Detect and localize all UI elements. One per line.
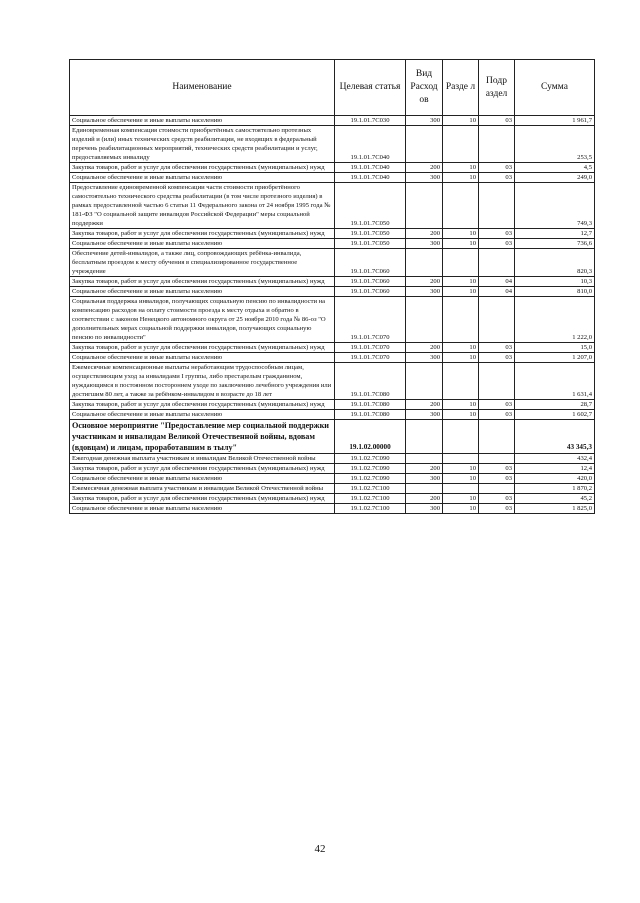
cell-section: 10 xyxy=(443,173,479,183)
cell-section: 10 xyxy=(443,474,479,484)
header-section: Разде л xyxy=(443,60,479,116)
cell-section xyxy=(443,420,479,454)
cell-subsection: 04 xyxy=(479,287,515,297)
cell-amount: 810,0 xyxy=(515,287,595,297)
cell-target: 19.1.01.7С060 xyxy=(335,277,406,287)
table-row xyxy=(70,363,595,400)
cell-target: 19.1.02.7С100 xyxy=(335,504,406,514)
cell-type xyxy=(406,249,443,277)
cell-type: 200 xyxy=(406,163,443,173)
table-row xyxy=(70,277,595,287)
cell-name: Ежемесячные компенсационные выплаты неработающим трудоспособным лицам, осуществляющим уход за инвалидами I группы, либо престарелым гражданином, нуждающимся в постоянном постороннем уходе по заключению лечебного учреждения или достигшим 80 лет, а также за ребёнком-инвалидом в возрасте до 18 лет xyxy=(70,363,335,400)
cell-name: Социальное обеспечение и иные выплаты населению xyxy=(70,239,335,249)
cell-amount: 28,7 xyxy=(515,400,595,410)
cell-section xyxy=(443,484,479,494)
cell-amount: 432,4 xyxy=(515,454,595,464)
table-row xyxy=(70,494,595,504)
cell-section: 10 xyxy=(443,343,479,353)
cell-subsection: 03 xyxy=(479,474,515,484)
cell-name: Закупка товаров, работ и услуг для обеспечения государственных (муниципальных) нужд xyxy=(70,494,335,504)
header-name: Наименование xyxy=(70,60,335,116)
cell-type: 300 xyxy=(406,173,443,183)
cell-subsection: 03 xyxy=(479,504,515,514)
cell-name: Ежегодная денежная выплата участникам и инвалидам Великой Отечественной войны xyxy=(70,454,335,464)
table-row xyxy=(70,183,595,229)
cell-target: 19.1.01.7С050 xyxy=(335,239,406,249)
cell-name: Закупка товаров, работ и услуг для обеспечения государственных (муниципальных) нужд xyxy=(70,343,335,353)
table-row xyxy=(70,229,595,239)
cell-amount: 736,6 xyxy=(515,239,595,249)
cell-section xyxy=(443,454,479,464)
cell-name: Социальное обеспечение и иные выплаты населению xyxy=(70,474,335,484)
cell-name: Социальное обеспечение и иные выплаты населению xyxy=(70,116,335,126)
cell-subsection: 03 xyxy=(479,464,515,474)
cell-amount: 10,3 xyxy=(515,277,595,287)
cell-amount: 1 825,0 xyxy=(515,504,595,514)
cell-target: 19.1.01.7С060 xyxy=(335,287,406,297)
cell-name: Социальное обеспечение и иные выплаты населению xyxy=(70,504,335,514)
cell-type xyxy=(406,484,443,494)
table-row xyxy=(70,116,595,126)
cell-subsection xyxy=(479,420,515,454)
cell-amount: 4,5 xyxy=(515,163,595,173)
cell-section: 10 xyxy=(443,229,479,239)
cell-type xyxy=(406,183,443,229)
cell-type: 300 xyxy=(406,353,443,363)
cell-target: 19.1.02.7С090 xyxy=(335,454,406,464)
cell-subsection: 03 xyxy=(479,163,515,173)
cell-name: Закупка товаров, работ и услуг для обеспечения государственных (муниципальных) нужд xyxy=(70,464,335,474)
cell-target: 19.1.01.7С080 xyxy=(335,410,406,420)
table-row xyxy=(70,454,595,464)
cell-amount: 12,4 xyxy=(515,464,595,474)
table-row xyxy=(70,410,595,420)
cell-target: 19.1.02.7С100 xyxy=(335,494,406,504)
cell-target: 19.1.01.7С040 xyxy=(335,126,406,163)
cell-section: 10 xyxy=(443,494,479,504)
cell-target: 19.1.02.7С090 xyxy=(335,474,406,484)
cell-target: 19.1.02.7С090 xyxy=(335,464,406,474)
cell-target: 19.1.01.7С050 xyxy=(335,183,406,229)
header-type: Вид Расход ов xyxy=(406,60,443,116)
cell-name: Закупка товаров, работ и услуг для обеспечения государственных (муниципальных) нужд xyxy=(70,277,335,287)
cell-subsection: 03 xyxy=(479,173,515,183)
cell-subsection: 03 xyxy=(479,494,515,504)
header-target: Целевая статья xyxy=(335,60,406,116)
table-row xyxy=(70,239,595,249)
cell-subsection xyxy=(479,249,515,277)
cell-target: 19.1.01.7С060 xyxy=(335,249,406,277)
table-row xyxy=(70,249,595,277)
cell-target: 19.1.01.7С080 xyxy=(335,400,406,410)
cell-amount: 1 870,2 xyxy=(515,484,595,494)
page-number: 42 xyxy=(314,843,326,855)
cell-type: 300 xyxy=(406,239,443,249)
cell-type: 300 xyxy=(406,116,443,126)
cell-subsection xyxy=(479,126,515,163)
cell-name: Социальное обеспечение и иные выплаты населению xyxy=(70,173,335,183)
cell-name: Закупка товаров, работ и услуг для обеспечения государственных (муниципальных) нужд xyxy=(70,400,335,410)
cell-subsection: 03 xyxy=(479,353,515,363)
cell-target: 19.1.01.7С070 xyxy=(335,353,406,363)
cell-name: Закупка товаров, работ и услуг для обеспечения государственных (муниципальных) нужд xyxy=(70,163,335,173)
cell-subsection xyxy=(479,297,515,343)
cell-name: Предоставление единовременной компенсации части стоимости приобретённого самостоятельно технического средства реабилитации (в том числе протезного изделия) в рамках предоставленной частью 6 статьи 11 Федерального закона от 24 ноября 1995 года № 181-ФЗ "О социальной защите инвалидов Российской Федерации" меры социальной поддержки xyxy=(70,183,335,229)
cell-amount: 12,7 xyxy=(515,229,595,239)
cell-target: 19.1.01.7С080 xyxy=(335,363,406,400)
cell-subsection: 04 xyxy=(479,277,515,287)
table-row xyxy=(70,126,595,163)
cell-subsection: 03 xyxy=(479,410,515,420)
cell-target: 19.1.01.7С040 xyxy=(335,173,406,183)
cell-amount: 43 345,3 xyxy=(515,420,595,454)
header-subsection: Подр аздел xyxy=(479,60,515,116)
cell-type: 200 xyxy=(406,400,443,410)
cell-name: Ежемесячная денежная выплата участникам и инвалидам Великой Отечественной войны xyxy=(70,484,335,494)
table-row xyxy=(70,353,595,363)
table-row xyxy=(70,474,595,484)
cell-type: 200 xyxy=(406,277,443,287)
cell-section xyxy=(443,183,479,229)
cell-section: 10 xyxy=(443,277,479,287)
cell-section xyxy=(443,126,479,163)
cell-subsection: 03 xyxy=(479,400,515,410)
cell-subsection: 03 xyxy=(479,229,515,239)
table-row xyxy=(70,343,595,353)
table-row xyxy=(70,484,595,494)
cell-target: 19.1.01.7С040 xyxy=(335,163,406,173)
cell-type: 300 xyxy=(406,410,443,420)
cell-section: 10 xyxy=(443,239,479,249)
cell-amount: 249,0 xyxy=(515,173,595,183)
table-row xyxy=(70,400,595,410)
cell-amount: 420,0 xyxy=(515,474,595,484)
cell-name: Социальная поддержка инвалидов, получающих социальную пенсию по инвалидности на компенсацию расходов на оплату стоимости проезда к месту отдыха и обратно в соответствии с законом Ненецкого автономного округа от 25 ноября 2010 года № 86-оз "О дополнительных мерах социальной поддержки инвалидов, получающих социальную пенсию по инвалидности" xyxy=(70,297,335,343)
cell-section: 10 xyxy=(443,287,479,297)
cell-amount: 1 631,4 xyxy=(515,363,595,400)
cell-name: Социальное обеспечение и иные выплаты населению xyxy=(70,353,335,363)
cell-section: 10 xyxy=(443,353,479,363)
cell-name: Единовременная компенсация стоимости приобретённых самостоятельно протезных изделий и (или) иных технических средств реабилитации, не входящих в федеральный перечень реабилитационных мероприятий, технических средств реабилитации и услуг, предоставляемых инвалиду xyxy=(70,126,335,163)
cell-target: 19.1.01.7С070 xyxy=(335,343,406,353)
cell-section xyxy=(443,363,479,400)
cell-amount: 1 207,0 xyxy=(515,353,595,363)
cell-type: 300 xyxy=(406,504,443,514)
cell-subsection xyxy=(479,484,515,494)
cell-type xyxy=(406,420,443,454)
cell-section: 10 xyxy=(443,163,479,173)
budget-table xyxy=(69,59,595,514)
cell-type xyxy=(406,454,443,464)
cell-type: 200 xyxy=(406,229,443,239)
cell-amount: 1 961,7 xyxy=(515,116,595,126)
cell-section: 10 xyxy=(443,410,479,420)
cell-type xyxy=(406,363,443,400)
cell-section xyxy=(443,249,479,277)
table-row xyxy=(70,163,595,173)
cell-type xyxy=(406,126,443,163)
cell-subsection xyxy=(479,454,515,464)
cell-type: 200 xyxy=(406,464,443,474)
cell-amount: 45,2 xyxy=(515,494,595,504)
table-body xyxy=(70,116,595,514)
cell-target: 19.1.02.7С100 xyxy=(335,484,406,494)
cell-target: 19.1.01.7С070 xyxy=(335,297,406,343)
table-row xyxy=(70,504,595,514)
cell-section: 10 xyxy=(443,504,479,514)
cell-type xyxy=(406,297,443,343)
table-row xyxy=(70,287,595,297)
cell-amount: 820,3 xyxy=(515,249,595,277)
cell-type: 300 xyxy=(406,287,443,297)
cell-target: 19.1.02.00000 xyxy=(335,420,406,454)
cell-subsection xyxy=(479,363,515,400)
cell-name: Обеспечение детей-инвалидов, а также лиц, сопровождающих ребёнка-инвалида, бесплатным проездом к месту обучения в специализированное государственное учреждение xyxy=(70,249,335,277)
table-row xyxy=(70,464,595,474)
cell-section: 10 xyxy=(443,116,479,126)
table-row xyxy=(70,420,595,454)
table-row xyxy=(70,297,595,343)
table-row xyxy=(70,173,595,183)
cell-amount: 253,5 xyxy=(515,126,595,163)
header-amount: Сумма xyxy=(515,60,595,116)
cell-type: 200 xyxy=(406,343,443,353)
cell-target: 19.1.01.7С050 xyxy=(335,229,406,239)
cell-subsection: 03 xyxy=(479,239,515,249)
cell-type: 300 xyxy=(406,474,443,484)
cell-subsection: 03 xyxy=(479,343,515,353)
cell-amount: 15,0 xyxy=(515,343,595,353)
cell-section: 10 xyxy=(443,464,479,474)
cell-amount: 749,3 xyxy=(515,183,595,229)
cell-amount: 1 222,0 xyxy=(515,297,595,343)
cell-amount: 1 602,7 xyxy=(515,410,595,420)
table-header-row xyxy=(70,60,595,116)
cell-section xyxy=(443,297,479,343)
cell-target: 19.1.01.7С030 xyxy=(335,116,406,126)
cell-name: Социальное обеспечение и иные выплаты населению xyxy=(70,410,335,420)
cell-section: 10 xyxy=(443,400,479,410)
cell-subsection: 03 xyxy=(479,116,515,126)
cell-type: 200 xyxy=(406,494,443,504)
cell-name: Закупка товаров, работ и услуг для обеспечения государственных (муниципальных) нужд xyxy=(70,229,335,239)
cell-subsection xyxy=(479,183,515,229)
cell-name: Основное мероприятие "Предоставление мер социальной поддержки участникам и инвалидам Великой Отечественной войны, вдовам (вдовцам) и лицам, проработавшим в тылу" xyxy=(70,420,335,454)
cell-name: Социальное обеспечение и иные выплаты населению xyxy=(70,287,335,297)
